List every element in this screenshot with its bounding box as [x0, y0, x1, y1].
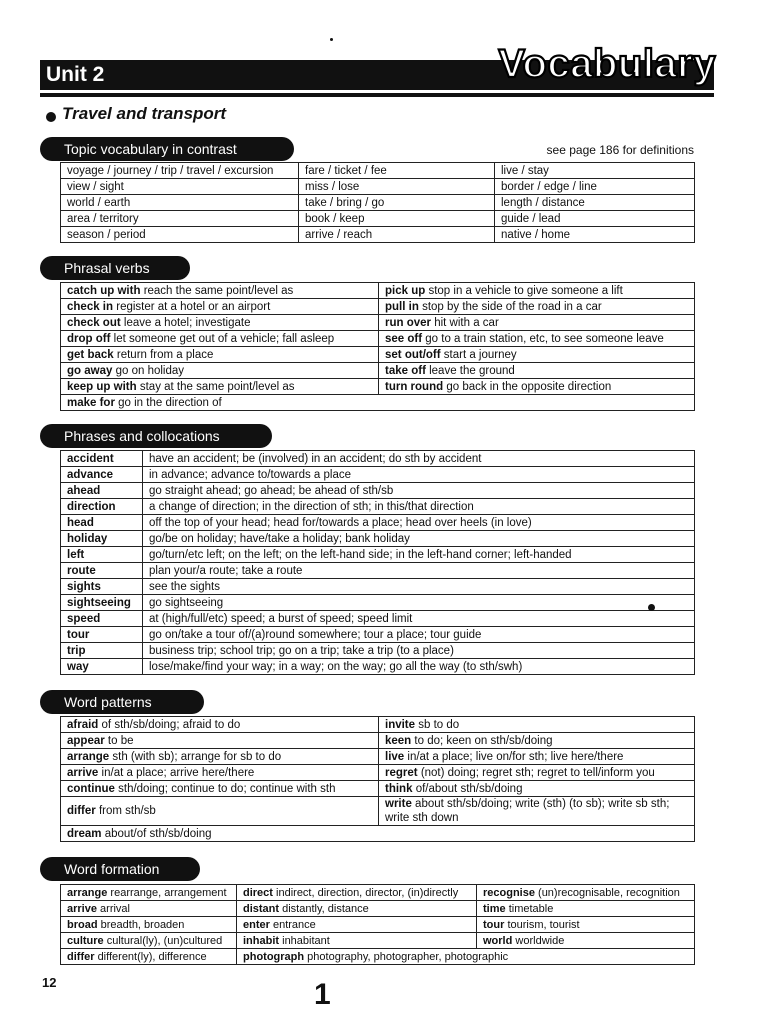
- term-cell: [61, 595, 143, 611]
- term: direct: [243, 886, 273, 899]
- table-cell: [379, 749, 695, 765]
- term: sightseeing: [67, 596, 131, 609]
- table-cell: area / territory: [61, 211, 299, 227]
- table-row: [61, 451, 695, 467]
- term: time: [483, 902, 506, 915]
- table-row: [61, 933, 695, 949]
- definition-cell: go sightseeing: [143, 595, 695, 611]
- table-row: [61, 179, 695, 195]
- table-cell: live / stay: [495, 163, 695, 179]
- term: think: [385, 782, 413, 795]
- definition: leave the ground: [429, 364, 515, 377]
- table-row: [61, 211, 695, 227]
- definition: indirect, direction, director, (in)directly: [276, 886, 459, 899]
- definition: to be: [107, 734, 134, 747]
- term: continue: [67, 782, 115, 795]
- table-row: [61, 299, 695, 315]
- definition: register at a hotel or an airport: [116, 300, 271, 313]
- term: drop off: [67, 332, 111, 345]
- ink-dot: [648, 604, 655, 611]
- definition-cell: in advance; advance to/towards a place: [143, 467, 695, 483]
- term-cell: [61, 627, 143, 643]
- definition: from sth/sb: [98, 805, 156, 817]
- table-cell: take / bring / go: [299, 195, 495, 211]
- table-cell: [379, 765, 695, 781]
- header-rule: [40, 93, 714, 97]
- definition: of sth/sb/doing; afraid to do: [101, 718, 241, 731]
- table-row: [61, 227, 695, 243]
- definition: different(ly), difference: [97, 950, 207, 963]
- table-row: [61, 595, 695, 611]
- table-cell: [379, 379, 695, 395]
- topic-vocabulary-table: [60, 162, 695, 243]
- table-cell: [61, 797, 379, 826]
- table-cell: [379, 781, 695, 797]
- table-row: [61, 347, 695, 363]
- table-row: [61, 917, 695, 933]
- term: invite: [385, 718, 416, 731]
- table-cell: world / earth: [61, 195, 299, 211]
- table-row: [61, 515, 695, 531]
- table-cell: view / sight: [61, 179, 299, 195]
- definition: sb to do: [418, 718, 460, 731]
- table-row: [61, 467, 695, 483]
- table-cell: [61, 749, 379, 765]
- table-row: [61, 627, 695, 643]
- term: distant: [243, 902, 280, 915]
- term: inhabit: [243, 934, 280, 947]
- definition: of/about sth/sb/doing: [415, 782, 523, 795]
- table-row: [61, 885, 695, 901]
- definition-cell: a change of direction; in the direction of sth; in this/that direction: [143, 499, 695, 515]
- definition: timetable: [508, 902, 554, 915]
- ink-dot: [330, 38, 333, 41]
- term: check out: [67, 316, 121, 329]
- term: arrive: [67, 902, 97, 915]
- table-cell: length / distance: [495, 195, 695, 211]
- definition: arrival: [100, 902, 130, 915]
- table-cell: [237, 933, 477, 949]
- term: left: [67, 548, 85, 561]
- term-cell: [61, 659, 143, 675]
- term: turn round: [385, 380, 444, 393]
- table-cell: [61, 949, 237, 965]
- definition: stop by the side of the road in a car: [422, 300, 602, 313]
- topic-vocabulary-heading: Topic vocabulary in contrast: [40, 137, 294, 161]
- term-cell: [61, 579, 143, 595]
- table-row: [61, 765, 695, 781]
- term: pick up: [385, 284, 426, 297]
- page-title: Vocabulary: [498, 42, 716, 86]
- term-cell: [61, 451, 143, 467]
- definition: rearrange, arrangement: [110, 886, 227, 899]
- table-row: [61, 781, 695, 797]
- definition: start a journey: [443, 348, 517, 361]
- term: way: [67, 660, 89, 673]
- term: enter: [243, 918, 270, 931]
- table-cell: [61, 781, 379, 797]
- term: regret: [385, 766, 418, 779]
- term: go away: [67, 364, 113, 377]
- term: take off: [385, 364, 426, 377]
- phrasal-verbs-heading: Phrasal verbs: [40, 256, 190, 280]
- definition: go in the direction of: [118, 396, 222, 409]
- table-cell: [61, 395, 695, 411]
- term-cell: [61, 547, 143, 563]
- term: catch up with: [67, 284, 141, 297]
- table-row: [61, 547, 695, 563]
- table-row: [61, 531, 695, 547]
- definition-cell: go/turn/etc left; on the left; on the left-hand side; in the left-hand corner; left-handed: [143, 547, 695, 563]
- table-cell: [379, 315, 695, 331]
- table-row: [61, 483, 695, 499]
- definition: sth (with sb); arrange for sb to do: [112, 750, 282, 763]
- definition: stop in a vehicle to give someone a lift: [428, 284, 623, 297]
- table-cell: [61, 331, 379, 347]
- definition: breadth, broaden: [100, 918, 185, 931]
- table-cell: voyage / journey / trip / travel / excursion: [61, 163, 299, 179]
- term: arrange: [67, 750, 110, 763]
- definition: hit with a car: [434, 316, 499, 329]
- term: keep up with: [67, 380, 137, 393]
- term: arrive: [67, 766, 99, 779]
- term: live: [385, 750, 405, 763]
- table-row: [61, 643, 695, 659]
- term: run over: [385, 316, 432, 329]
- definition: sth/doing; continue to do; continue with sth: [118, 782, 336, 795]
- table-row: [61, 283, 695, 299]
- table-row: [61, 901, 695, 917]
- term-cell: [61, 515, 143, 531]
- table-cell: native / home: [495, 227, 695, 243]
- definition: about/of sth/sb/doing: [104, 827, 212, 840]
- table-row: [61, 395, 695, 411]
- table-cell: [61, 717, 379, 733]
- table-cell: [61, 315, 379, 331]
- definition: go on holiday: [115, 364, 185, 377]
- table-row: [61, 826, 695, 842]
- definition: reach the same point/level as: [143, 284, 294, 297]
- table-row: [61, 363, 695, 379]
- definition: tourism, tourist: [507, 918, 580, 931]
- table-cell: arrive / reach: [299, 227, 495, 243]
- term: direction: [67, 500, 116, 513]
- definition-cell: see the sights: [143, 579, 695, 595]
- term: photograph: [243, 950, 305, 963]
- term: differ: [67, 950, 95, 963]
- definition: photography, photographer, photographic: [307, 950, 509, 963]
- table-row: [61, 749, 695, 765]
- table-cell: [237, 917, 477, 933]
- table-row: [61, 611, 695, 627]
- table-row: [61, 717, 695, 733]
- table-cell: [237, 885, 477, 901]
- table-row: [61, 563, 695, 579]
- table-row: [61, 949, 695, 965]
- unit-label: Unit 2: [46, 63, 105, 86]
- table-cell: [61, 347, 379, 363]
- term-cell: [61, 467, 143, 483]
- word-patterns-table: [60, 716, 695, 842]
- table-cell: [61, 765, 379, 781]
- word-formation-heading: Word formation: [40, 857, 200, 881]
- term: holiday: [67, 532, 108, 545]
- term: arrange: [67, 886, 108, 899]
- term: see off: [385, 332, 423, 345]
- definition-cell: business trip; school trip; go on a trip; take a trip (to a place): [143, 643, 695, 659]
- table-cell: [61, 901, 237, 917]
- table-row: [61, 163, 695, 179]
- term: keen: [385, 734, 412, 747]
- table-cell: [61, 826, 695, 842]
- table-cell: season / period: [61, 227, 299, 243]
- table-cell: [61, 299, 379, 315]
- table-cell: fare / ticket / fee: [299, 163, 495, 179]
- term: head: [67, 516, 94, 529]
- table-cell: border / edge / line: [495, 179, 695, 195]
- definition: distantly, distance: [282, 902, 369, 915]
- table-cell: [237, 949, 695, 965]
- definition: go to a train station, etc, to see someone leave: [425, 332, 664, 345]
- term: check in: [67, 300, 114, 313]
- table-row: [61, 379, 695, 395]
- table-row: [61, 331, 695, 347]
- table-cell: [379, 797, 695, 826]
- table-cell: [61, 885, 237, 901]
- phrases-collocations-heading: Phrases and collocations: [40, 424, 272, 448]
- term: recognise: [483, 886, 535, 899]
- term: sights: [67, 580, 101, 593]
- definition: let someone get out of a vehicle; fall asleep: [113, 332, 335, 345]
- table-cell: [379, 717, 695, 733]
- table-cell: [477, 917, 695, 933]
- definition-cell: at (high/full/etc) speed; a burst of speed; speed limit: [143, 611, 695, 627]
- term-cell: [61, 531, 143, 547]
- term: pull in: [385, 300, 419, 313]
- definition: to do; keen on sth/sb/doing: [414, 734, 553, 747]
- term-cell: [61, 499, 143, 515]
- term: write: [385, 798, 412, 810]
- table-cell: [61, 933, 237, 949]
- definition: leave a hotel; investigate: [123, 316, 251, 329]
- table-row: [61, 659, 695, 675]
- table-cell: [379, 283, 695, 299]
- table-cell: [237, 901, 477, 917]
- term-cell: [61, 483, 143, 499]
- word-formation-table: [60, 884, 695, 965]
- term: route: [67, 564, 96, 577]
- table-row: [61, 499, 695, 515]
- table-cell: miss / lose: [299, 179, 495, 195]
- term: accident: [67, 452, 114, 465]
- definition: worldwide: [515, 934, 565, 947]
- definition: go back in the opposite direction: [446, 380, 612, 393]
- table-cell: [477, 933, 695, 949]
- term: make for: [67, 396, 115, 409]
- term: afraid: [67, 718, 99, 731]
- term: appear: [67, 734, 105, 747]
- table-cell: [379, 347, 695, 363]
- term-cell: [61, 563, 143, 579]
- table-cell: [477, 885, 695, 901]
- definition: about sth/sb/doing; write (sth) (to sb); write sb sth; write sth down: [385, 798, 670, 824]
- definition-cell: go straight ahead; go ahead; be ahead of sth/sb: [143, 483, 695, 499]
- table-cell: book / keep: [299, 211, 495, 227]
- definition: entrance: [272, 918, 316, 931]
- table-cell: [61, 917, 237, 933]
- term: culture: [67, 934, 104, 947]
- definition-cell: go/be on holiday; have/take a holiday; bank holiday: [143, 531, 695, 547]
- section-title: Travel and transport: [62, 104, 227, 123]
- phrasal-verbs-table: [60, 282, 695, 411]
- definition: return from a place: [116, 348, 214, 361]
- term: ahead: [67, 484, 101, 497]
- term: differ: [67, 805, 96, 817]
- definition: in/at a place; live on/for sth; live here/there: [407, 750, 624, 763]
- phrases-collocations-table: [60, 450, 695, 675]
- table-row: [61, 315, 695, 331]
- bullet-icon: [46, 112, 56, 122]
- definition: inhabitant: [282, 934, 330, 947]
- term: broad: [67, 918, 98, 931]
- table-cell: [61, 283, 379, 299]
- term-cell: [61, 643, 143, 659]
- table-row: [61, 733, 695, 749]
- table-cell: guide / lead: [495, 211, 695, 227]
- definition-cell: lose/make/find your way; in a way; on the way; go all the way (to sth/swh): [143, 659, 695, 675]
- term: set out/off: [385, 348, 441, 361]
- table-cell: [61, 363, 379, 379]
- definition-cell: have an accident; be (involved) in an accident; do sth by accident: [143, 451, 695, 467]
- definitions-note: see page 186 for definitions: [546, 143, 694, 157]
- table-cell: [61, 379, 379, 395]
- term-cell: [61, 611, 143, 627]
- term: advance: [67, 468, 114, 481]
- definition: stay at the same point/level as: [139, 380, 295, 393]
- definition-cell: plan your/a route; take a route: [143, 563, 695, 579]
- term: get back: [67, 348, 114, 361]
- table-cell: [379, 331, 695, 347]
- table-cell: [379, 363, 695, 379]
- definition: (un)recognisable, recognition: [538, 886, 680, 899]
- handwritten-mark: 1: [314, 978, 331, 1011]
- table-row: [61, 579, 695, 595]
- table-row: [61, 195, 695, 211]
- term: trip: [67, 644, 86, 657]
- term: speed: [67, 612, 101, 625]
- definition: (not) doing; regret sth; regret to tell/inform you: [420, 766, 655, 779]
- definition: cultural(ly), (un)cultured: [106, 934, 223, 947]
- definition-cell: go on/take a tour of/(a)round somewhere; tour a place; tour guide: [143, 627, 695, 643]
- definition-cell: off the top of your head; head for/towards a place; head over heels (in love): [143, 515, 695, 531]
- table-cell: [379, 299, 695, 315]
- term: world: [483, 934, 513, 947]
- table-cell: [379, 733, 695, 749]
- word-patterns-heading: Word patterns: [40, 690, 204, 714]
- table-row: [61, 797, 695, 826]
- term: tour: [483, 918, 505, 931]
- definition: in/at a place; arrive here/there: [101, 766, 255, 779]
- table-cell: [61, 733, 379, 749]
- term: dream: [67, 827, 102, 840]
- table-cell: [477, 901, 695, 917]
- term: tour: [67, 628, 90, 641]
- page-number: 12: [42, 975, 57, 990]
